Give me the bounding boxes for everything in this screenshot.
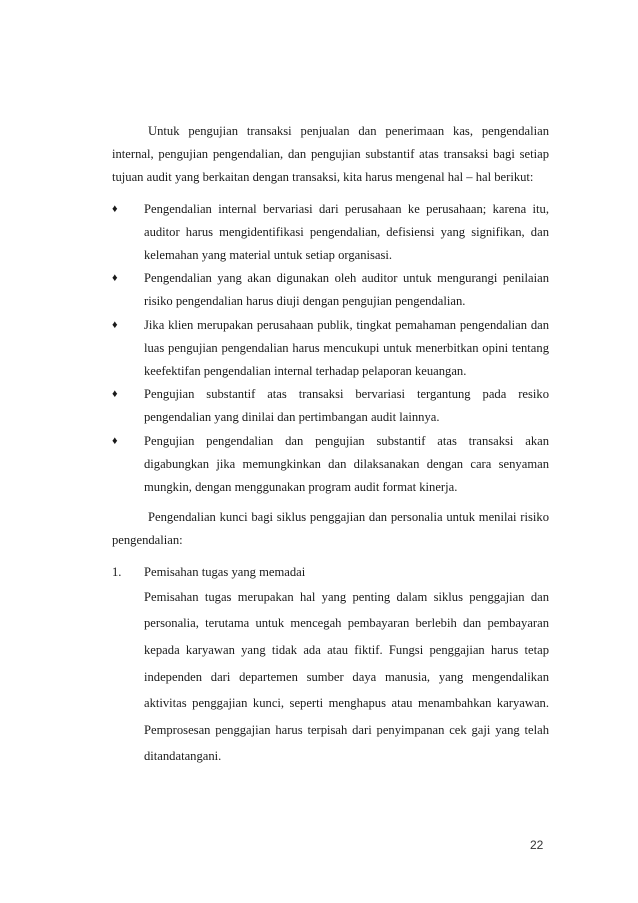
diamond-bullet-icon: ♦ [112,272,118,285]
item-title: Pemisahan tugas yang memadai [144,564,306,579]
numbered-item [112,561,549,770]
diamond-bullet-icon: ♦ [112,318,118,331]
key-controls-paragraph: Pengendalian kunci bagi siklus penggajian dan personalia untuk menilai risiko pengendalian: [112,510,549,548]
bullet-item [112,198,549,268]
diamond-bullet-icon: ♦ [112,202,118,215]
bullet-text: Pengendalian internal bervariasi dari perusahaan ke perusahaan; karena itu, auditor harus mengidentifikasi pengendalian, defisiensi yang signifikan, dan kelemahan yang material untuk setiap organisasi. [144,201,549,263]
page-body [112,120,549,770]
item-body: Pemisahan tugas merupakan hal yang penting dalam siklus penggajian dan personalia, terutama untuk mencegah pembayaran berlebih dan pembayaran kepada karyawan yang tidak ada atau fiktif. Fungsi penggajian harus tetap independen dari departemen sumber daya manusia, yang mengendalikan aktivitas penggajian kunci, seperti menghapus atau menambahkan karyawan. Pemprosesan penggajian harus terpisah dari penyimpanan cek gaji yang telah ditandatangani. [144,589,549,764]
bullet-text: Pengendalian yang akan digunakan oleh auditor untuk mengurangi penilaian risiko pengendalian harus diuji dengan pengujian pengendalian. [144,271,549,309]
diamond-bullet-icon: ♦ [112,434,118,447]
bullet-item [112,383,549,429]
intro-paragraph: Untuk pengujian transaksi penjualan dan penerimaan kas, pengendalian internal, pengujian pengendalian, dan pengujian substantif atas transaksi bagi setiap tujuan audit yang berkaitan dengan transaksi, kita harus mengenal hal – hal berikut: [112,124,549,185]
bullet-text: Pengujian pengendalian dan pengujian substantif atas transaksi akan digabungkan jika memungkinkan dan dilaksanakan dengan cara senyaman mungkin, dengan menggunakan program audit format kinerja. [144,433,549,495]
bullet-item [112,314,549,384]
bullet-text: Pengujian substantif atas transaksi bervariasi tergantung pada resiko pengendalian yang dinilai dan pertimbangan audit lainnya. [144,387,549,425]
bullet-item [112,430,549,500]
bullet-item [112,267,549,313]
numbered-list [112,561,549,770]
bullet-text: Jika klien merupakan perusahaan publik, tingkat pemahaman pengendalian dan luas pengujian pengendalian harus mencukupi untuk menerbitkan opini tentang keefektifan pengendalian internal terhadap pelaporan keuangan. [144,317,549,379]
page-number: 22 [530,838,544,852]
bullet-list [112,198,549,500]
item-number: 1. [112,564,122,579]
diamond-bullet-icon: ♦ [112,388,118,401]
